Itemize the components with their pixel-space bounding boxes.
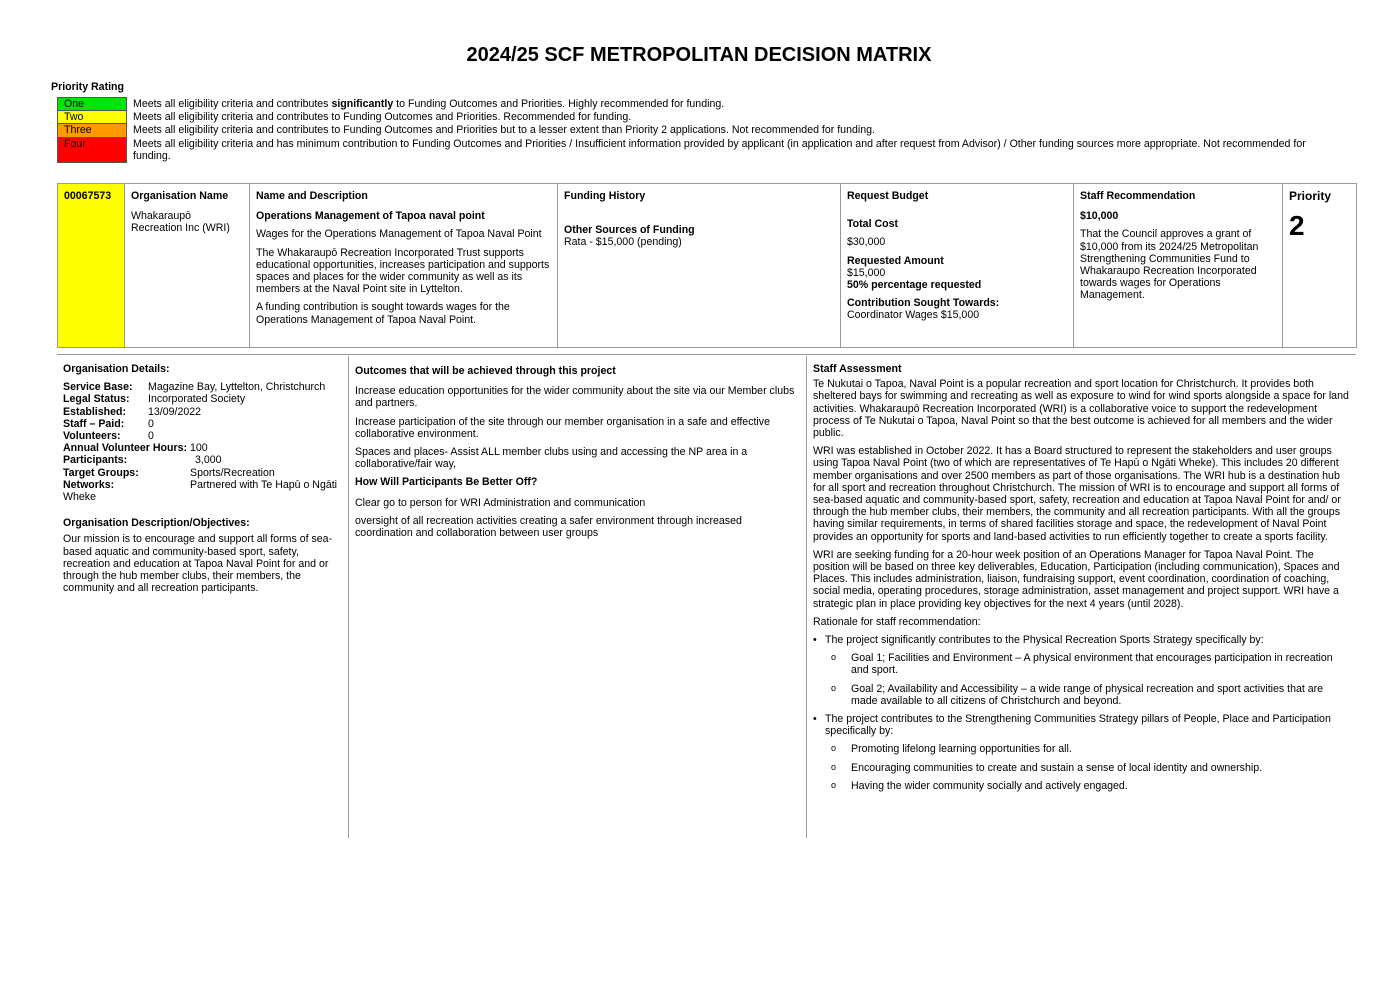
rationale-sublist [825, 652, 1350, 707]
rationale-sublist [825, 743, 1350, 792]
detail-row: Volunteers: 0 [63, 429, 154, 442]
organisation-cell [125, 184, 250, 348]
priority-legend [57, 97, 1317, 163]
total-cost-label: Total Cost [847, 218, 899, 231]
detail-row: Service Base: Magazine Bay, Lyttelton, Christchurch [63, 381, 326, 394]
rationale-subitem: o Promoting lifelong learning opportunities for all. [825, 743, 1350, 755]
rationale-bullet: • The project significantly contributes to the Physical Recreation Sports Strategy specifically by: o Goal 1; Facilities and Environment – A physical environment that encourages participation in recreation and sport. o Goal 2; Availability and Accessibility – a wide range of physical recreation and sport activities that are made available to all citizens of Christchurch and beyond. [813, 634, 1350, 707]
legend-row-four [58, 137, 1317, 162]
detail-row: Established: 13/09/2022 [63, 405, 202, 418]
contribution-label: Contribution Sought Towards: [847, 297, 1000, 310]
staff-recommendation-text: That the Council approves a grant of $10,000 from its 2024/25 Metropolitan Strengthening Communities Fund to Whakaraupo Recreation Incorporated towards wages for Operations Management. [1080, 228, 1259, 302]
networks-continuation: Wheke [63, 490, 96, 503]
project-title: Operations Management of Tapoa naval point [256, 210, 485, 223]
outcome-item: Increase education opportunities for the wider community about the site via our Member clubs and partners. [355, 385, 795, 410]
legend-swatch-one: One [58, 98, 127, 111]
decision-matrix [57, 183, 1357, 348]
percentage-requested: 50% percentage requested [847, 279, 982, 292]
legend-swatch-three: Three [58, 124, 127, 137]
assessment-paragraph: Te Nukutai o Tapoa, Naval Point is a popular recreation and sport location for Christchurch. It provides both sheltered bays for swimming and recreating as well as exposure to wind for wind sports alongside a space for land activities. Whakaraupō Recreation Incorporated (WRI) is a collaborative voice to support the redevelopment process of Te Nukutai o Tapoa, Naval Point so that the best outcome is achieved for all members and the wider public. [813, 378, 1349, 440]
total-cost-value: $30,000 [847, 236, 886, 249]
outcome-item: Spaces and places- Assist ALL member clubs using and accessing the NP area in a collaborative/fair way, [355, 446, 748, 471]
staff-recommendation-amount: $10,000 [1080, 210, 1119, 223]
rationale-subitem: o Encouraging communities to create and sustain a sense of local identity and ownership. [825, 762, 1350, 774]
assessment-paragraph: WRI are seeking funding for a 20-hour week position of an Operations Manager for Tapoa Naval Point. The position will be based on three key deliverables, Education, Participation (including communication), Spaces and Places. This includes administration, liaison, fundraising support, event coordination, coordination of coaching, social media, operating procedures, storage administration, asset management and project support. WRI have a strategic plan in place providing key objectives for the next 4 years (until 2028). [813, 548, 1340, 610]
rationale-list [813, 634, 1350, 792]
contribution-value: Coordinator Wages $15,000 [847, 309, 980, 322]
organisation-details-heading: Organisation Details: [63, 363, 170, 375]
name-description-cell [250, 184, 558, 348]
other-sources-value: Rata - $15,000 (pending) [564, 236, 682, 249]
legend-desc-two: Meets all eligibility criteria and contributes to Funding Outcomes and Priorities. Recommended for funding. [133, 110, 632, 123]
requested-amount-value: $15,000 [847, 266, 886, 279]
legend-swatch-four: Four [58, 137, 127, 162]
organisation-description-heading: Organisation Description/Objectives: [63, 517, 250, 530]
requested-amount-label: Requested Amount [847, 254, 944, 267]
staff-assessment-section [813, 363, 1350, 792]
column-divider-left [348, 356, 349, 838]
outcome-item: Increase participation of the site through our member organisation in a safe and effective collaborative environment. [355, 415, 770, 440]
staff-recommendation-cell [1074, 184, 1283, 348]
project-contribution: A funding contribution is sought towards wages for the Operations Management of Tapoa Naval Point. [256, 301, 510, 326]
funding-history-heading: Funding History [564, 190, 646, 202]
outcomes-section [355, 363, 797, 539]
organisation-details-fields [63, 381, 341, 503]
legend-row-three [58, 124, 1317, 137]
staff-assessment-heading: Staff Assessment [813, 363, 902, 375]
legend-swatch-two: Two [58, 111, 127, 124]
rationale-label: Rationale for staff recommendation: [813, 615, 981, 628]
legend-row-one [58, 98, 1317, 111]
detail-row: Staff – Paid: 0 [63, 417, 154, 430]
detail-row: Annual Volunteer Hours: 100 [63, 442, 208, 455]
staff-recommendation-heading: Staff Recommendation [1080, 190, 1196, 202]
request-budget-cell [841, 184, 1074, 348]
organisation-description: Our mission is to encourage and support all forms of sea-based aquatic and community-based sport, safety, recreation and education at Tapoa Naval Point for and or through the hub member clubs, their members, the community and all recreation participants. [63, 533, 333, 595]
priority-heading: Priority [1289, 189, 1332, 203]
legend-desc-one: Meets all eligibility criteria and contributes significantly to Funding Outcomes and Priorities. Highly recommended for funding. [133, 97, 725, 110]
legend-row-two [58, 111, 1317, 124]
priority-rating-label: Priority Rating [51, 81, 124, 93]
organisation-details-section [63, 363, 341, 594]
detail-row: Networks: Partnered with Te Hapū o Ngāti [63, 478, 338, 491]
other-sources-heading: Other Sources of Funding [564, 224, 695, 237]
outcomes-heading: Outcomes that will be achieved through this project [355, 365, 616, 377]
detail-row: Target Groups: Sports/Recreation [63, 466, 275, 479]
project-description: The Whakaraupō Recreation Incorporated Trust supports educational opportunities, increases participation and supports spaces and places for the wider community as well as its members at the Naval Point site in Lyttelton. [256, 246, 550, 296]
better-off-item: oversight of all recreation activities creating a safer environment through increased coordination and collaboration between user groups [355, 514, 742, 540]
page-title: 2024/25 SCF METROPOLITAN DECISION MATRIX [466, 44, 932, 66]
rationale-subitem: o Having the wider community socially and actively engaged. [825, 780, 1350, 792]
project-summary: Wages for the Operations Management of Tapoa Naval Point [256, 228, 542, 241]
application-id: 00067573 [64, 190, 112, 202]
legend-desc-three: Meets all eligibility criteria and contributes to Funding Outcomes and Priorities but to a lesser extent than Priority 2 applications. Not recommended for funding. [133, 123, 875, 136]
priority-value: 2 [1289, 210, 1305, 242]
better-off-item: Clear go to person for WRI Administration and communication [355, 496, 646, 509]
column-divider-right [806, 356, 807, 838]
organisation-name: Whakaraupō Recreation Inc (WRI) [131, 210, 230, 235]
rationale-subitem: o Goal 1; Facilities and Environment – A physical environment that encourages participation in recreation and sport. [825, 652, 1350, 676]
rationale-bullet: • The project contributes to the Strengthening Communities Strategy pillars of People, Place and Participation specifically by: o Promoting lifelong learning opportunities for all. o Encouraging communities to create and sustain a sense of local identity and ownership. o Having the wider community socially and actively engaged. [813, 713, 1350, 792]
request-budget-heading: Request Budget [847, 190, 929, 202]
section-divider [57, 354, 1356, 355]
organisation-heading: Organisation Name [131, 190, 229, 202]
better-off-heading: How Will Participants Be Better Off? [355, 476, 538, 489]
name-description-heading: Name and Description [256, 190, 368, 202]
priority-cell [1283, 184, 1357, 348]
legend-desc-four: Meets all eligibility criteria and has minimum contribution to Funding Outcomes and Priorities / Insufficient information provided by applicant (in application and after request from Advisor) / Other funding sources more appropriate. Not recommended for funding. [133, 138, 1306, 163]
rationale-subitem: o Goal 2; Availability and Accessibility – a wide range of physical recreation and sport activities that are made available to all citizens of Christchurch and beyond. [825, 683, 1350, 707]
detail-row: Legal Status: Incorporated Society [63, 393, 246, 406]
application-id-cell [58, 184, 125, 348]
detail-row: Participants: 3,000 [63, 454, 222, 467]
assessment-paragraph: WRI was established in October 2022. It has a Board structured to represent the stakeholders and user groups using Tapoa Naval Point (two of which are representatives of Te Hapū o Ngāti Wheke). This includes 20 different member organisations and over 2500 members as part of those organisations. The WRI hub is a destination hub for all sport and recreation throughout Christchurch. The mission of WRI is to encourage and support all forms of sea-based aquatic and community-based sport, safety, recreation and education at Tapoa Naval Point for and/ or through the hub member clubs, their members, the community and all recreation participants. With all the groups having similar requirements, in terms of shared facilities storage and space, the redevelopment of Naval Point provides an opportunity for sports and land-based activities to run efficiently together to create a sports facility. [813, 445, 1341, 543]
funding-history-cell [558, 184, 841, 348]
